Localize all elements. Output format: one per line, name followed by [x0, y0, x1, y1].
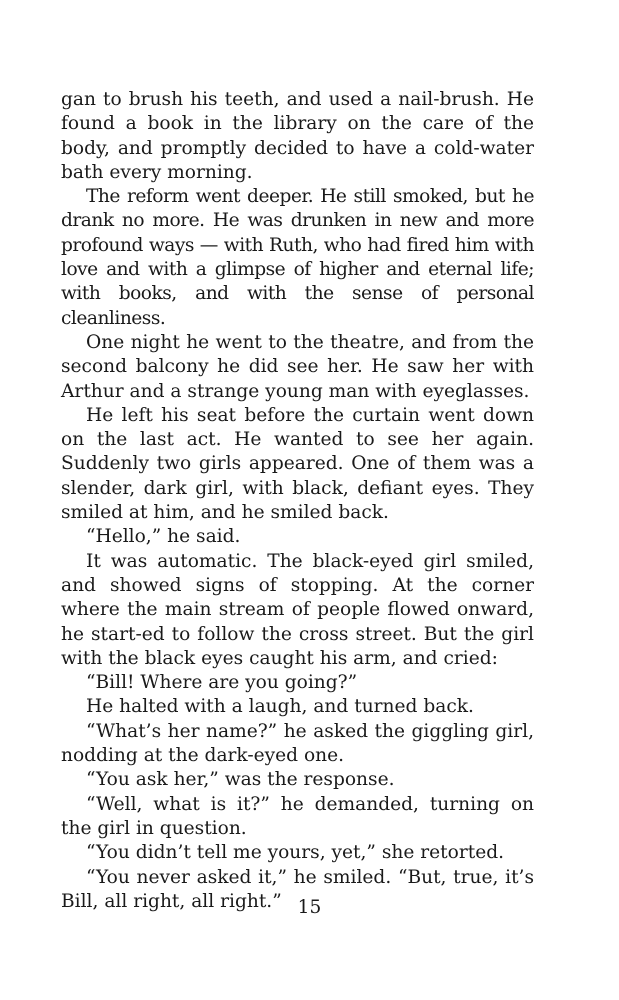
paragraph-4: He left his seat before the curtain went down on the last act. He wanted to see her again. Suddenly two girls appeared. One of them was a slender, dark girl, with black, defiant eyes. They smiled at him, and he smiled back. [61, 404, 534, 524]
paragraph-12: “You didn’t tell me yours, yet,” she retorted. [86, 842, 505, 864]
paragraph-2: The reform went deeper. He still smoked, but he drank no more. He was drunken in new and more profound ways — with Ruth, who had fired him with love and with a glimpse of higher and eternal life; with books, and with the sense of personal cleanliness. [61, 186, 534, 329]
paragraph-9: “What’s her name?” he asked the giggling girl, nodding at the dark-eyed one. [61, 720, 534, 767]
paragraph-8: He halted with a laugh, and turned back. [86, 696, 474, 718]
paragraph-3: One night he went to the theatre, and from the second balcony he did see her. He saw her with Arthur and a strange young man with eyeglasses. [61, 331, 534, 402]
paragraph-6: It was automatic. The black-eyed girl smiled, and showed signs of stopping. At the corner where the main stream of people flowed onward, he start-ed to follow the cross street. But the girl with the black eyes caught his arm, and cried: [61, 550, 534, 669]
paragraph-13: “You never asked it,” he smiled. “But, true, it’s Bill, all right, all right.” [61, 866, 534, 912]
page-body [61, 88, 534, 914]
page-number: 15 [297, 897, 322, 918]
paragraph-10: “You ask her,” was the response. [86, 769, 395, 791]
paragraph-5: “Hello,” he said. [86, 526, 241, 548]
paragraph-1: gan to brush his teeth, and used a nail-brush. He found a book in the library on the care of the body, and promptly decided to have a cold-water bath every morning. [61, 89, 534, 183]
paragraph-11: “Well, what is it?” he demanded, turning on the girl in question. [61, 793, 534, 839]
paragraph-7: “Bill! Where are you going?” [86, 672, 358, 694]
